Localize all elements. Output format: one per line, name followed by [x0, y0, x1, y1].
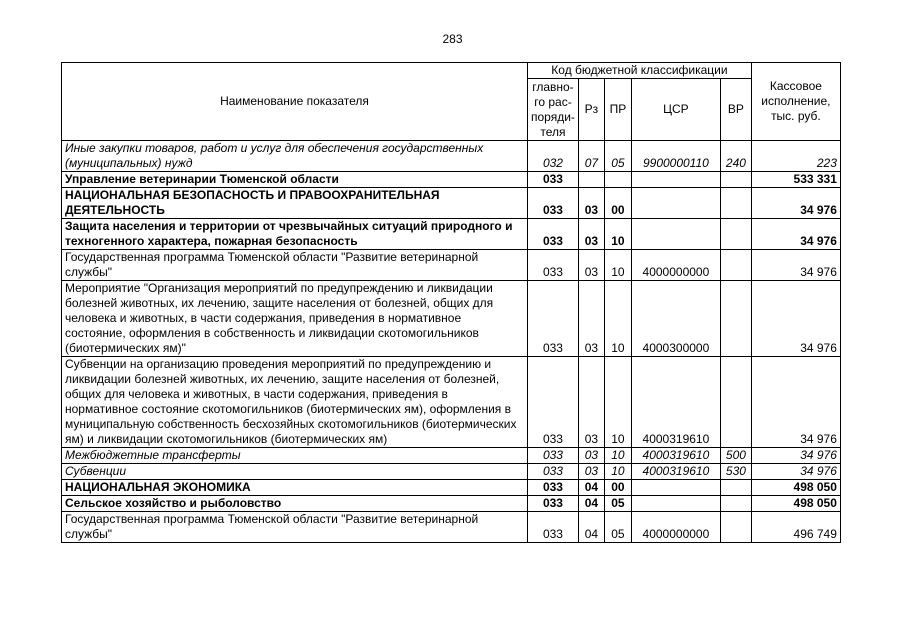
- table-row: [62, 496, 841, 512]
- row-pr: 00: [604, 188, 631, 219]
- row-csr: [631, 496, 720, 512]
- page-number: 283: [442, 32, 463, 46]
- row-name: Иные закупки товаров, работ и услуг для обеспечения государственных (муниципальных) нужд: [62, 141, 528, 172]
- row-vr: [720, 496, 751, 512]
- row-name: Субвенции: [62, 464, 528, 480]
- row-name: Мероприятие "Организация мероприятий по предупреждению и ликвидации болезней животных, их лечению, защите населения от болезней, общих для человека и животных, в части содержания, приведения в нормативное состояние, оформления в собственность и ликвидации скотомогильников (биотермических ям)": [62, 281, 528, 357]
- row-vr: [720, 250, 751, 281]
- row-vr: [720, 219, 751, 250]
- row-name: Государственная программа Тюменской области "Развитие ветеринарной службы": [62, 250, 528, 281]
- row-glavn: 033: [528, 464, 579, 480]
- row-amount: 34 976: [751, 357, 840, 448]
- row-csr: 4000319610: [631, 448, 720, 464]
- row-glavn: 033: [528, 188, 579, 219]
- table-row: [62, 512, 841, 543]
- row-csr: 4000000000: [631, 512, 720, 543]
- row-pr: 10: [604, 219, 631, 250]
- row-glavn: 033: [528, 281, 579, 357]
- row-pr: 05: [604, 512, 631, 543]
- row-amount: 498 050: [751, 480, 840, 496]
- row-vr: [720, 172, 751, 188]
- row-vr: 240: [720, 141, 751, 172]
- row-name: Защита населения и территории от чрезвычайных ситуаций природного и техногенного характера, пожарная безопасность: [62, 219, 528, 250]
- row-rz: 03: [578, 448, 604, 464]
- row-pr: 10: [604, 357, 631, 448]
- row-vr: 530: [720, 464, 751, 480]
- header-glavn: главно-го рас-поряди-теля: [528, 79, 579, 141]
- table-row: [62, 281, 841, 357]
- row-pr: 00: [604, 480, 631, 496]
- row-amount: 34 976: [751, 250, 840, 281]
- row-rz: 03: [578, 188, 604, 219]
- row-vr: [720, 281, 751, 357]
- row-glavn: 033: [528, 480, 579, 496]
- row-csr: 4000319610: [631, 464, 720, 480]
- row-vr: [720, 188, 751, 219]
- row-pr: 10: [604, 448, 631, 464]
- row-glavn: 033: [528, 250, 579, 281]
- row-glavn: 033: [528, 219, 579, 250]
- row-csr: [631, 172, 720, 188]
- row-name: НАЦИОНАЛЬНАЯ ЭКОНОМИКА: [62, 480, 528, 496]
- table-row: [62, 188, 841, 219]
- row-glavn: 033: [528, 448, 579, 464]
- row-csr: 4000300000: [631, 281, 720, 357]
- row-name: Межбюджетные трансферты: [62, 448, 528, 464]
- row-rz: 03: [578, 250, 604, 281]
- row-vr: [720, 357, 751, 448]
- row-amount: 34 976: [751, 281, 840, 357]
- table-row: [62, 172, 841, 188]
- header-csr: ЦСР: [631, 79, 720, 141]
- row-name: НАЦИОНАЛЬНАЯ БЕЗОПАСНОСТЬ И ПРАВООХРАНИТЕЛЬНАЯ ДЕЯТЕЛЬНОСТЬ: [62, 188, 528, 219]
- row-amount: 34 976: [751, 219, 840, 250]
- row-rz: 03: [578, 219, 604, 250]
- header-amount: Кассовое исполнение, тыс. руб.: [751, 63, 840, 141]
- row-rz: 04: [578, 480, 604, 496]
- budget-table: [61, 62, 841, 543]
- row-glavn: 033: [528, 512, 579, 543]
- row-rz: 03: [578, 464, 604, 480]
- table-row: [62, 448, 841, 464]
- row-rz: [578, 172, 604, 188]
- header-code-group: Код бюджетной классификации: [528, 63, 752, 79]
- row-rz: 04: [578, 512, 604, 543]
- row-name: Субвенции на организацию проведения мероприятий по предупреждению и ликвидации болезней животных, их лечению, защите населения от болезней, общих для человека и животных, в части содержания, приведения в нормативное состояние скотомогильников (биотермических ям), оформления в муниципальную собственность бесхозяйных скотомогильников (биотермических ям) и ликвидации скотомогильников (биотермических ям): [62, 357, 528, 448]
- table-row: [62, 219, 841, 250]
- row-amount: 34 976: [751, 188, 840, 219]
- row-amount: 34 976: [751, 448, 840, 464]
- row-pr: 10: [604, 281, 631, 357]
- row-name: Управление ветеринарии Тюменской области: [62, 172, 528, 188]
- row-pr: 10: [604, 464, 631, 480]
- row-rz: 03: [578, 281, 604, 357]
- table-row: [62, 141, 841, 172]
- row-vr: 500: [720, 448, 751, 464]
- row-pr: 10: [604, 250, 631, 281]
- row-csr: [631, 219, 720, 250]
- table-row: [62, 357, 841, 448]
- header-vr: ВР: [720, 79, 751, 141]
- row-csr: 9900000110: [631, 141, 720, 172]
- header-name: Наименование показателя: [62, 63, 528, 141]
- row-rz: 03: [578, 357, 604, 448]
- table-row: [62, 480, 841, 496]
- row-csr: 4000000000: [631, 250, 720, 281]
- row-pr: [604, 172, 631, 188]
- row-amount: 496 749: [751, 512, 840, 543]
- row-vr: [720, 480, 751, 496]
- header-pr: ПР: [604, 79, 631, 141]
- row-name: Сельское хозяйство и рыболовство: [62, 496, 528, 512]
- row-pr: 05: [604, 141, 631, 172]
- row-glavn: 032: [528, 141, 579, 172]
- row-csr: 4000319610: [631, 357, 720, 448]
- row-name: Государственная программа Тюменской области "Развитие ветеринарной службы": [62, 512, 528, 543]
- row-rz: 07: [578, 141, 604, 172]
- row-amount: 223: [751, 141, 840, 172]
- row-rz: 04: [578, 496, 604, 512]
- row-glavn: 033: [528, 172, 579, 188]
- row-csr: [631, 188, 720, 219]
- table-row: [62, 464, 841, 480]
- row-csr: [631, 480, 720, 496]
- row-glavn: 033: [528, 357, 579, 448]
- table-row: [62, 250, 841, 281]
- row-amount: 498 050: [751, 496, 840, 512]
- header-rz: Рз: [578, 79, 604, 141]
- row-amount: 533 331: [751, 172, 840, 188]
- row-amount: 34 976: [751, 464, 840, 480]
- row-vr: [720, 512, 751, 543]
- row-pr: 05: [604, 496, 631, 512]
- row-glavn: 033: [528, 496, 579, 512]
